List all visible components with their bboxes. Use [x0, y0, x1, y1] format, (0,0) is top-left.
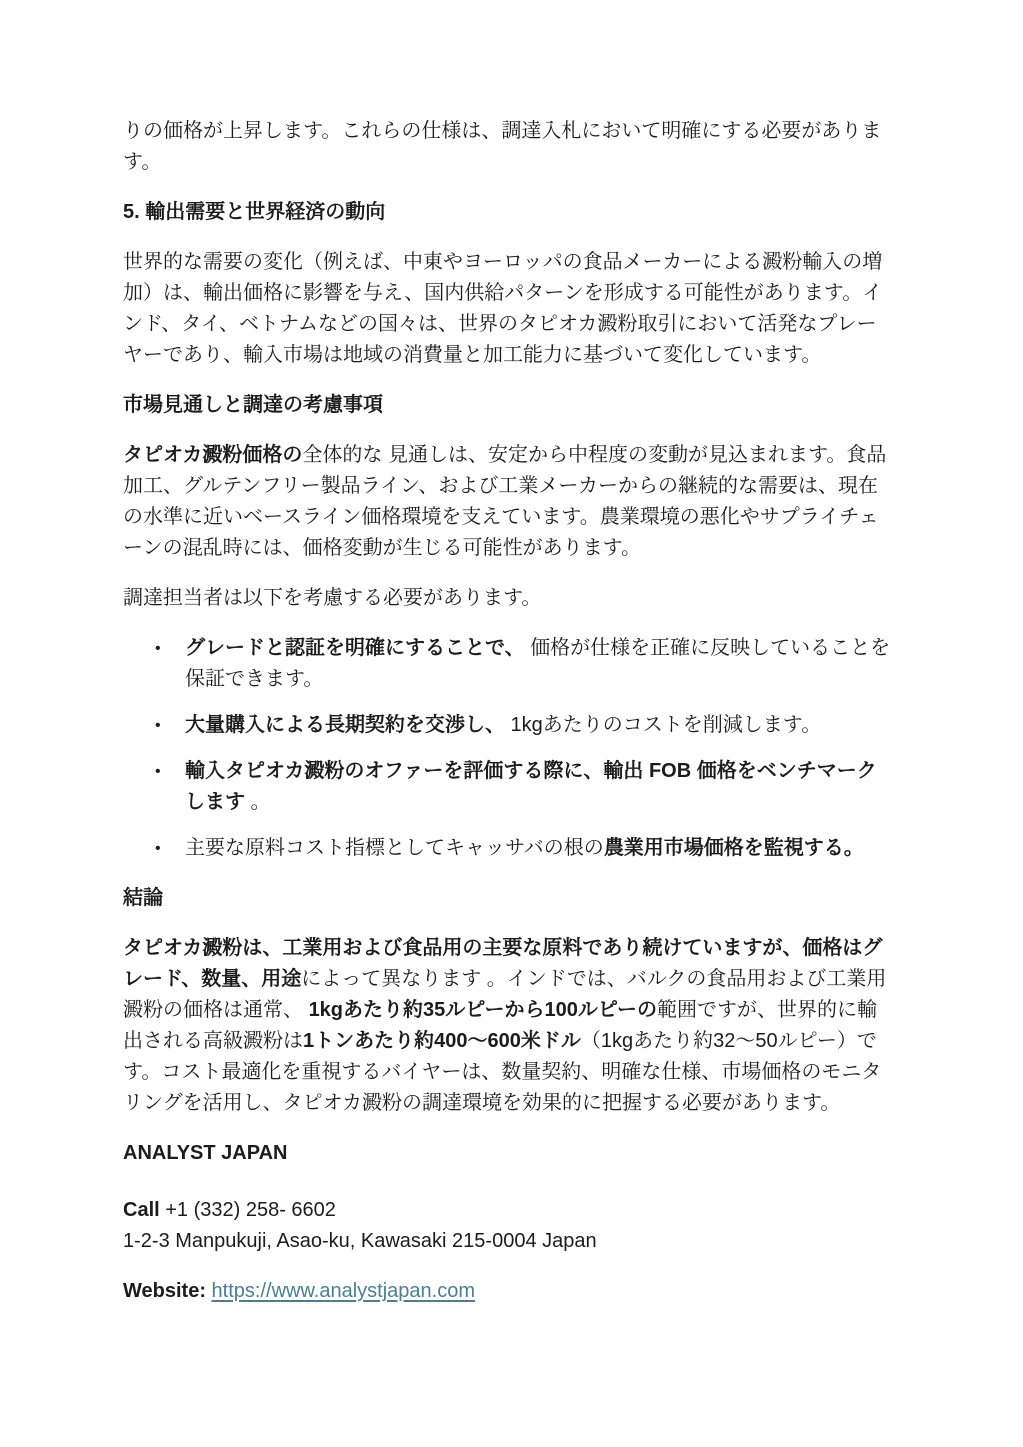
address-line: 1-2-3 Manpukuji, Asao-ku, Kawasaki 215-0004 Japan	[123, 1230, 597, 1252]
bullet-run: グレードと認証を明確にすることで、	[185, 637, 525, 659]
bullet-item-fob-benchmark	[155, 756, 893, 818]
website-label: Website	[123, 1280, 200, 1302]
bullet-run: 価格が仕様を正確に反映していることを保証できます。	[185, 637, 891, 690]
conclusion-run: 1トンあたり約400〜600米ドル	[303, 1030, 581, 1052]
conclusion-heading: 結論	[123, 887, 163, 909]
market-outlook-paragraph	[123, 440, 893, 564]
conclusion-run: タピオカ澱粉は、工業用および食品用の主要な原料であり続けていますが、価格はグレード、数量、用途	[123, 937, 883, 990]
conclusion-paragraph	[123, 933, 893, 1119]
procurement-bullet-list	[123, 633, 893, 864]
bullet-run: 主要な原料コスト指標としてキャッサバの根の	[185, 837, 604, 859]
website-link[interactable]: https://www.analystjapan.com	[211, 1280, 476, 1302]
bullet-item-cassava-root-price	[155, 833, 893, 864]
call-label: Call	[123, 1199, 160, 1221]
bullet-icon: •	[155, 717, 161, 734]
bullet-item-long-term-contracts	[155, 710, 893, 741]
export-demand-paragraph: 世界的な需要の変化（例えば、中東やヨーロッパの食品メーカーによる澱粉輸入の増加）は、輸出価格に影響を与え、国内供給パターンを形成する可能性があります。インド、タイ、ベトナムなどの国々は、世界のタピオカ澱粉取引において活発なプレーヤーであり、輸入市場は地域の消費量と加工能力に基づいて変化しています。	[123, 251, 883, 366]
market-outlook-heading: 市場見通しと調達の考慮事項	[123, 394, 383, 416]
bullet-run: 輸入タピオカ澱粉のオファーを評価する際に、輸出 FOB 価格をベンチマークします	[185, 760, 877, 813]
bullet-run: 。	[245, 791, 271, 813]
phone-number: +1 (332) 258- 6602	[159, 1199, 336, 1221]
bullet-icon: •	[155, 763, 161, 780]
website-block	[123, 1276, 893, 1307]
intro-paragraph: りの価格が上昇します。これらの仕様は、調達入札において明確にする必要があります。	[123, 120, 882, 173]
company-name: ANALYST JAPAN	[123, 1142, 288, 1164]
conclusion-run: 範囲ですが、世界的に輸出される高級澱粉は	[123, 999, 878, 1052]
procurement-lead-in: 調達担当者は以下を考慮する必要があります。	[123, 587, 542, 609]
bullet-item-grade-certification	[155, 633, 893, 695]
bullet-icon: •	[155, 640, 161, 657]
conclusion-run: 1kgあたり約35ルピーから100ルピーの	[308, 999, 658, 1021]
bullet-run: 大量購入による長期契約を交渉し、	[185, 714, 505, 736]
export-demand-heading: 5. 輸出需要と世界経済の動向	[123, 201, 386, 223]
bullet-run: 農業用市場価格を監視する。	[603, 837, 864, 859]
bullet-icon: •	[155, 840, 161, 857]
contact-block	[123, 1195, 893, 1257]
conclusion-run: （1kgあたり約32〜50ルピー）です。コスト最適化を重視するバイヤーは、数量契約、明確な仕様、市場価格のモニタリングを活用し、タピオカ澱粉の調達環境を効果的に把握する必要があります。	[123, 1030, 882, 1114]
outlook-run-bold: タピオカ澱粉価格の	[123, 444, 303, 466]
conclusion-run: によって異なります 。インドでは、バルクの食品用および工業用澱粉の価格は通常、	[123, 968, 887, 1021]
website-separator: :	[199, 1280, 212, 1302]
bullet-run: 1kgあたりのコストを削減します。	[505, 714, 822, 736]
outlook-run-normal: 全体的な 見通しは、安定から中程度の変動が見込まれます。食品加工、グルテンフリー製品ライン、および工業メーカーからの継続的な需要は、現在の水準に近いベースライン価格環境を支えています。農業環境の悪化やサプライチェーンの混乱時には、価格変動が生じる可能性があります。	[123, 444, 887, 559]
